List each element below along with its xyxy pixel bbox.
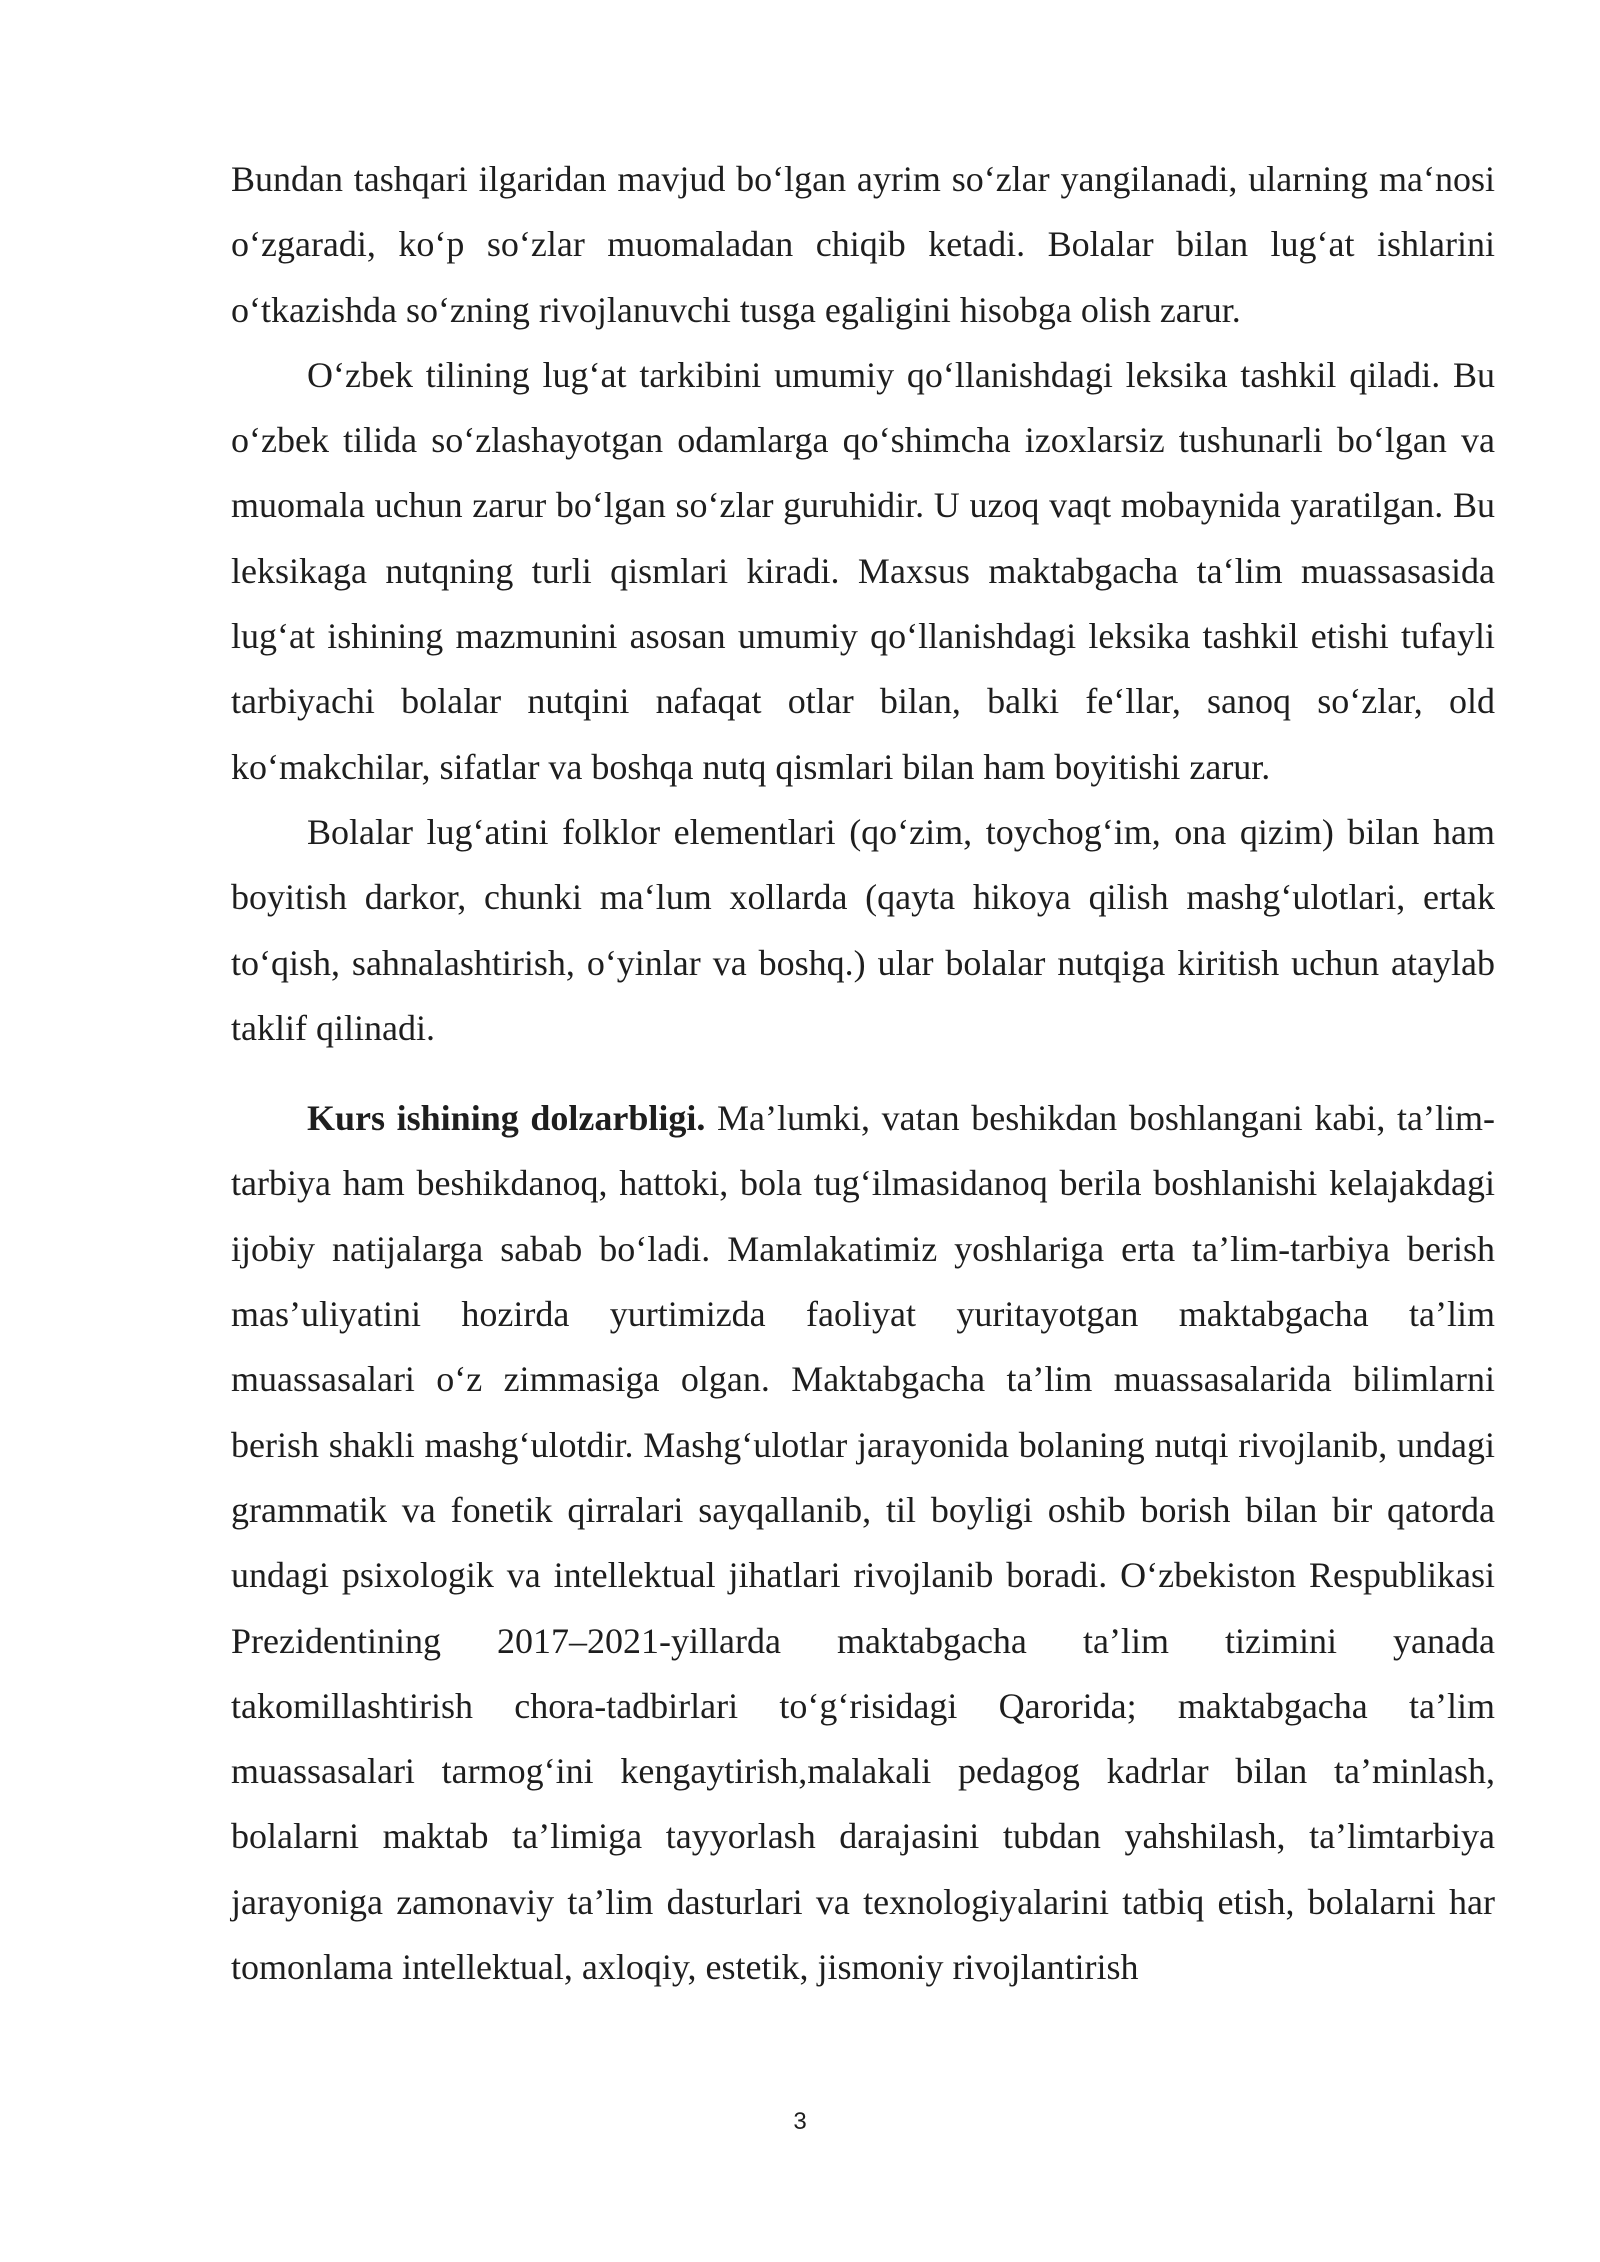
- document-body: [231, 147, 1495, 2000]
- page-number: 3: [793, 2108, 807, 2135]
- section-body-text: Ma’lumki, vatan beshikdan boshlangani kabi, ta’lim-tarbiya ham beshikdanoq, hattoki, bola tug‘ilmasidanoq berila boshlanishi kelajakdagi ijobiy natijalarga sabab bo‘ladi. Mamlakatimiz yoshlariga erta ta’lim-tarbiya berish mas’uliyatini hozirda yurtimizda faoliyat yuritayotgan maktabgacha ta’lim muassasalari o‘z zimmasiga olgan. Maktabgacha ta’lim muassasalarida bilimlarni berish shakli mashg‘ulotdir. Mashg‘ulotlar jarayonida bolaning nutqi rivojlanib, undagi grammatik va fonetik qirralari sayqallanib, til boyligi oshib borish bilan bir qatorda undagi psixologik va intellektual jihatlari rivojlanib boradi. O‘zbekiston Respublikasi Prezidentining 2017–2021-yillarda maktabgacha ta’lim tizimini yanada takomillashtirish chora-tadbirlari to‘g‘risidagi Qarorida; maktabgacha ta’lim muassasalari tarmog‘ini kengaytirish,malakali pedagog kadrlar bilan ta’minlash, bolalarni maktab ta’limiga tayyorlash darajasini tubdan yahshilash, ta’limtarbiya jarayoniga zamonaviy ta’lim dasturlari va texnologiyalarini tatbiq etish, bolalarni har tomonlama intellektual, axloqiy, estetik, jismoniy rivojlantirish: [231, 1098, 1495, 1988]
- paragraph-1: Bundan tashqari ilgaridan mavjud bo‘lgan ayrim so‘zlar yangilanadi, ularning ma‘nosi o‘zgaradi, ko‘p so‘zlar muomaladan chiqib ketadi. Bolalar bilan lug‘at ishlarini o‘tkazishda so‘zning rivojlanuvchi tusga egaligini hisobga olish zarur.: [231, 159, 1495, 330]
- paragraph-3: Bolalar lug‘atini folklor elementlari (qo‘zim, toychog‘im, ona qizim) bilan ham boyitish darkor, chunki ma‘lum xollarda (qayta hikoya qilish mashg‘ulotlari, ertak to‘qish, sahnalashtirish, o‘yinlar va boshq.) ular bolalar nutqiga kiritish uchun ataylab taklif qilinadi.: [231, 811, 1495, 1048]
- section-heading: Kurs ishining dolzarbligi.: [307, 1098, 706, 1139]
- paragraph-4: [231, 1086, 1495, 2000]
- paragraph-2: O‘zbek tilining lug‘at tarkibini umumiy qo‘llanishdagi leksika tashkil qiladi. Bu o‘zbek tilida so‘zlashayotgan odamlarga qo‘shimcha izoxlarsiz tushunarli bo‘lgan va muomala uchun zarur bo‘lgan so‘zlar guruhidir. U uzoq vaqt mobaynida yaratilgan. Bu leksikaga nutqning turli qismlari kiradi. Maxsus maktabgacha ta‘lim muassasasida lug‘at ishining mazmunini asosan umumiy qo‘llanishdagi leksika tashkil etishi tufayli tarbiyachi bolalar nutqini nafaqat otlar bilan, balki fe‘llar, sanoq so‘zlar, old ko‘makchilar, sifatlar va boshqa nutq qismlari bilan ham boyitishi zarur.: [231, 354, 1495, 787]
